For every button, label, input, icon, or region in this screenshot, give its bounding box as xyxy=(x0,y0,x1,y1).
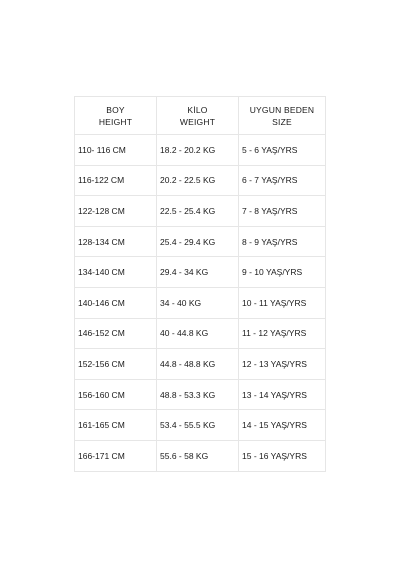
table-row xyxy=(75,410,326,441)
cell-weight: 22.5 - 25.4 KG xyxy=(157,196,239,227)
table-row xyxy=(75,196,326,227)
cell-size: 5 - 6 YAŞ/YRS xyxy=(239,135,326,166)
cell-size: 10 - 11 YAŞ/YRS xyxy=(239,287,326,318)
cell-weight: 55.6 - 58 KG xyxy=(157,440,239,471)
cell-weight: 20.2 - 22.5 KG xyxy=(157,165,239,196)
header-weight xyxy=(157,97,239,135)
cell-height: 128-134 CM xyxy=(75,226,157,257)
header-size xyxy=(239,97,326,135)
cell-size: 11 - 12 YAŞ/YRS xyxy=(239,318,326,349)
cell-weight: 48.8 - 53.3 KG xyxy=(157,379,239,410)
table-row xyxy=(75,379,326,410)
cell-weight: 44.8 - 48.8 KG xyxy=(157,349,239,380)
cell-size: 6 - 7 YAŞ/YRS xyxy=(239,165,326,196)
cell-height: 146-152 CM xyxy=(75,318,157,349)
cell-weight: 18.2 - 20.2 KG xyxy=(157,135,239,166)
cell-weight: 29.4 - 34 KG xyxy=(157,257,239,288)
cell-height: 140-146 CM xyxy=(75,287,157,318)
cell-weight: 40 - 44.8 KG xyxy=(157,318,239,349)
table-row xyxy=(75,287,326,318)
cell-weight: 34 - 40 KG xyxy=(157,287,239,318)
header-size-line1: UYGUN BEDEN xyxy=(249,104,315,115)
header-size-line2: SIZE xyxy=(272,116,292,127)
table-header-row xyxy=(75,97,326,135)
cell-size: 14 - 15 YAŞ/YRS xyxy=(239,410,326,441)
table-row xyxy=(75,165,326,196)
cell-weight: 53.4 - 55.5 KG xyxy=(157,410,239,441)
cell-size: 7 - 8 YAŞ/YRS xyxy=(239,196,326,227)
cell-size: 13 - 14 YAŞ/YRS xyxy=(239,379,326,410)
table-row xyxy=(75,226,326,257)
cell-height: 161-165 CM xyxy=(75,410,157,441)
table-row xyxy=(75,440,326,471)
cell-height: 122-128 CM xyxy=(75,196,157,227)
cell-size: 15 - 16 YAŞ/YRS xyxy=(239,440,326,471)
cell-size: 9 - 10 YAŞ/YRS xyxy=(239,257,326,288)
header-weight-line2: WEIGHT xyxy=(179,116,216,127)
header-height-line1: BOY xyxy=(106,104,125,115)
cell-height: 116-122 CM xyxy=(75,165,157,196)
table-row xyxy=(75,318,326,349)
cell-height: 152-156 CM xyxy=(75,349,157,380)
table-row xyxy=(75,135,326,166)
table-row xyxy=(75,257,326,288)
cell-weight: 25.4 - 29.4 KG xyxy=(157,226,239,257)
cell-height: 110- 116 CM xyxy=(75,135,157,166)
table-row xyxy=(75,349,326,380)
size-chart-table xyxy=(74,96,326,472)
header-height-line2: HEIGHT xyxy=(98,116,133,127)
cell-size: 12 - 13 YAŞ/YRS xyxy=(239,349,326,380)
cell-height: 134-140 CM xyxy=(75,257,157,288)
cell-size: 8 - 9 YAŞ/YRS xyxy=(239,226,326,257)
cell-height: 166-171 CM xyxy=(75,440,157,471)
header-weight-line1: KİLO xyxy=(187,104,208,115)
header-height xyxy=(75,97,157,135)
cell-height: 156-160 CM xyxy=(75,379,157,410)
